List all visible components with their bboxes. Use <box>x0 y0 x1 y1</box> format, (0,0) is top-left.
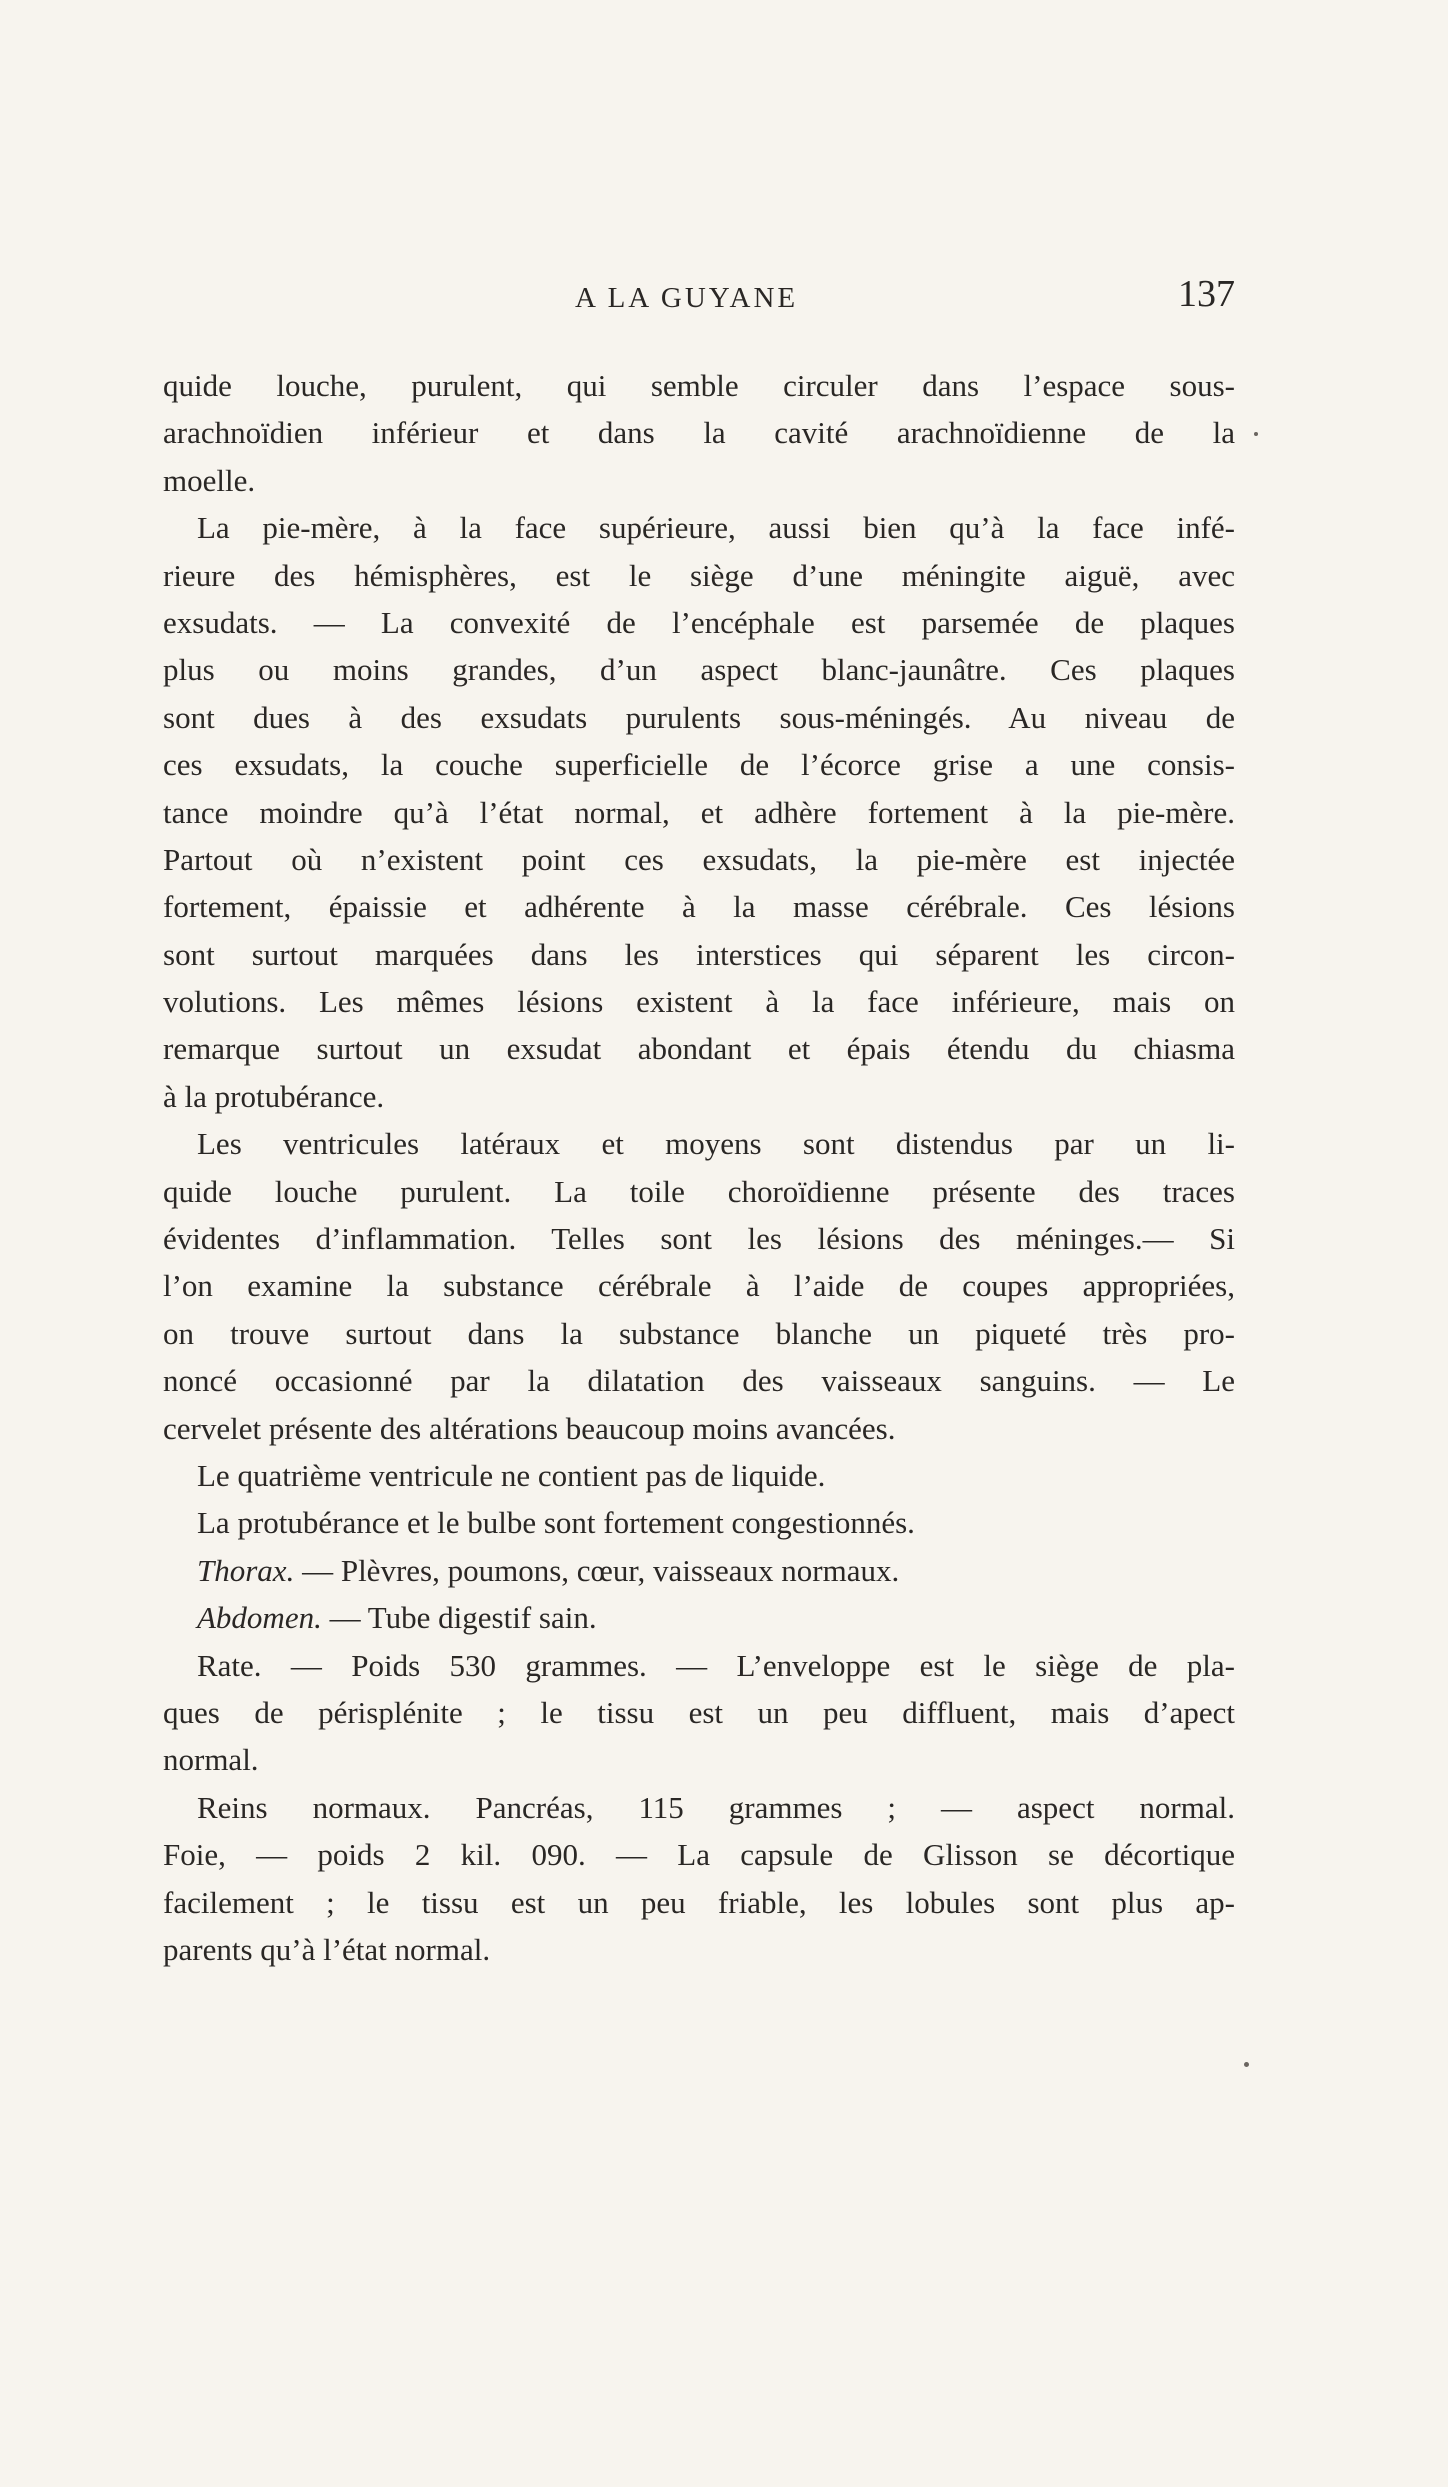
text-line: La pie-mère, à la face supérieure, aussi bien qu’à la face infé- <box>197 510 1235 546</box>
text-line: Partout où n’existent point ces exsudats, la pie-mère est injectée <box>163 841 1235 877</box>
text-line: La protubérance et le bulbe sont fortement congestionnés. <box>197 1505 915 1541</box>
text-line: Plèvres, poumons, cœur, vaisseaux normaux. <box>340 1552 900 1588</box>
section-heading-thorax: Thorax. <box>197 1552 295 1588</box>
text-line: sont dues à des exsudats purulents sous-méningés. Au niveau de <box>163 699 1235 735</box>
text-line: évidentes d’inflammation. Telles sont les lésions des méninges.— Si <box>163 1221 1235 1257</box>
text-line: Foie, — poids 2 kil. 090. — La capsule de Glisson se décortique <box>163 1837 1235 1873</box>
em-dash: — <box>321 1600 368 1636</box>
text-line: facilement ; le tissu est un peu friable, les lobules sont plus ap- <box>163 1884 1235 1920</box>
running-title: A LA GUYANE <box>575 282 799 314</box>
running-head <box>163 272 1235 322</box>
thorax-line <box>163 1547 1235 1594</box>
text-line: normal. <box>163 1742 259 1778</box>
text-line: plus ou moins grandes, d’un aspect blanc-jaunâtre. Ces plaques <box>163 652 1235 688</box>
text-line: parents qu’à l’état normal. <box>163 1931 491 1967</box>
text-line: Rate. — Poids 530 grammes. — L’enveloppe est le siège de pla- <box>197 1647 1235 1683</box>
text-line: sont surtout marquées dans les interstices qui séparent les circon- <box>163 936 1235 972</box>
text-line: on trouve surtout dans la substance blanche un piqueté très pro- <box>163 1315 1235 1351</box>
paper-speck <box>1244 2062 1249 2067</box>
text-line: ces exsudats, la couche superficielle de l’écorce grise a une consis- <box>163 747 1235 783</box>
text-line: tance moindre qu’à l’état normal, et adhère fortement à la pie-mère. <box>163 794 1235 830</box>
text-line: quide louche purulent. La toile choroïdienne présente des traces <box>163 1173 1235 1209</box>
text-line: Tube digestif sain. <box>367 1600 597 1636</box>
text-line: Le quatrième ventricule ne contient pas de liquide. <box>197 1457 826 1493</box>
text-line: remarque surtout un exsudat abondant et épais étendu du chiasma <box>163 1031 1235 1067</box>
em-dash: — <box>294 1552 341 1588</box>
text-line: cervelet présente des altérations beaucoup moins avancées. <box>163 1410 896 1446</box>
paper-speck <box>1254 432 1258 436</box>
abdomen-line <box>163 1594 1235 1641</box>
text-line: Reins normaux. Pancréas, 115 grammes ; — aspect normal. <box>197 1789 1235 1825</box>
text-line: quide louche, purulent, qui semble circuler dans l’espace sous- <box>163 368 1235 403</box>
text-line: l’on examine la substance cérébrale à l’aide de coupes appropriées, <box>163 1268 1235 1304</box>
text-line: exsudats. — La convexité de l’encéphale est parsemée de plaques <box>163 604 1235 640</box>
body-text <box>163 362 1235 1973</box>
text-line: noncé occasionné par la dilatation des vaisseaux sanguins. — Le <box>163 1363 1235 1399</box>
section-heading-abdomen: Abdomen. <box>197 1600 322 1636</box>
text-line: à la protubérance. <box>163 1078 385 1114</box>
text-line: moelle. <box>163 462 256 498</box>
text-line: fortement, épaissie et adhérente à la masse cérébrale. Ces lésions <box>163 889 1235 925</box>
text-line: arachnoïdien inférieur et dans la cavité arachnoïdienne de la <box>163 415 1235 451</box>
text-line: volutions. Les mêmes lésions existent à la face inférieure, mais on <box>163 984 1235 1020</box>
text-line: rieure des hémisphères, est le siège d’une méningite aiguë, avec <box>163 557 1235 593</box>
text-line: Les ventricules latéraux et moyens sont distendus par un li- <box>197 1126 1235 1162</box>
page-number: 137 <box>1178 273 1235 315</box>
text-line: ques de périsplénite ; le tissu est un peu diffluent, mais d’apect <box>163 1694 1235 1730</box>
